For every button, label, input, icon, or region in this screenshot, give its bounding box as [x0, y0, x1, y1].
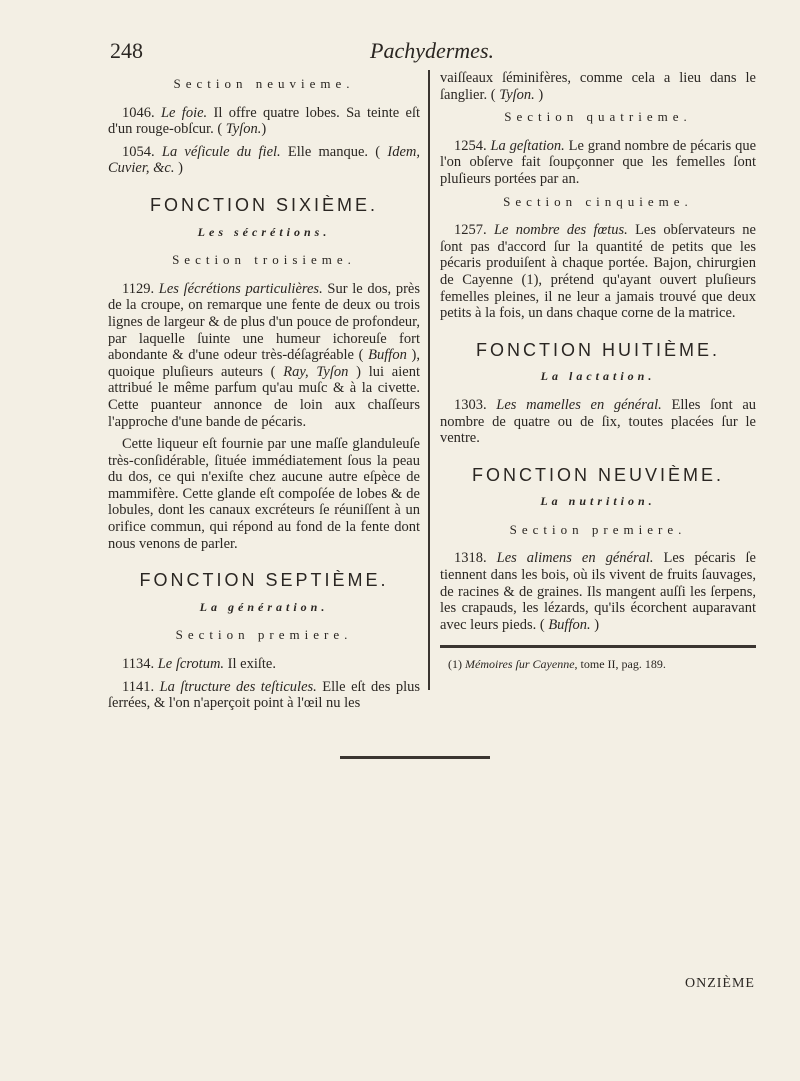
paragraph-1254: 1254. La geſtation. Le grand nombre de pécaris que l'on obſerve fait ſoupçonner que les femelles ſont pluſieurs portées par an. [440, 137, 757, 187]
catchword: ONZIÈME [685, 976, 755, 991]
function-subheading: Les sécrétions. [197, 224, 331, 239]
paragraph-1318: 1318. Les alimens en général. Les pécaris ſe tiennent dans les bois, où ils vivent de fruits ſauvages, de racines & de graines. Ils mangent auſſi les ſerpens, les crapauds, les lézards, qu'ils écorchent auparavant avec leurs pieds. ( Buffon. ) [440, 550, 756, 633]
function-heading: FONCTION SIXIÈME. [149, 194, 378, 215]
paragraph-1303: 1303. Les mamelles en général. Elles ſont au nombre de quatre ou de ſix, toutes placées ſur le ventre. [440, 396, 757, 447]
footnote-rule [440, 645, 756, 648]
page-number: 248 [110, 38, 143, 63]
section-heading: Section troisieme. [172, 252, 356, 268]
page-header [110, 38, 740, 68]
function-heading: FONCTION NEUVIÈME. [471, 464, 724, 485]
paragraph-1046: 1046. Le foie. Il offre quatre lobes. Sa teinte eſt d'un rouge-obſcur. ( Tyſon.) [108, 104, 420, 138]
paragraph-1257: 1257. Le nombre des fœtus. Les obſervateurs ne ſont pas d'accord ſur la quantité de petits que les pécaris produiſent à chaque portée. Bajon, chirurgien de Cayenne (1), prétend qu'ayant ouvert pluſieurs femelles pleines, il ne leur a jamais trouvé que deux petits à la fois, un dans chaque corne de la matrice. [440, 222, 756, 322]
function-subheading: La génération. [199, 599, 329, 614]
footnote: (1) Mémoires ſur Cayenne, tome II, pag. 189. [448, 657, 666, 672]
section-heading: Section cinquieme. [503, 193, 693, 209]
paragraph-1129: 1129. Les ſécrétions particulières. Sur le dos, près de la croupe, on remarque une fente de deux ou trois lignes de largeur & de plus d'un pouce de profondeur, par laquelle ſuinte une humeur ichoreuſe fort abondante & d'une odeur très-déſagréable ( Buffon ), quoique pluſieurs auteurs ( Ray, Tyſon ) lui aient attribué le même parfum qu'au muſc & à la civette. Cette puanteur annonce de loin aux chaſſeurs l'approche d'une bande de pécaris. [108, 280, 421, 430]
paragraph-1054: 1054. La véſicule du fiel. Elle manque. ( Idem, Cuvier, &c. ) [108, 143, 420, 177]
paragraph-1134: 1134. Le ſcrotum. Il exiſte. [122, 656, 276, 673]
section-heading: Section premiere. [175, 627, 353, 643]
left-column [108, 70, 420, 718]
paragraph-continued: vaiſſeaux ſéminifères, comme cela a lieu dans le ſanglier. ( Tyſon. ) [440, 70, 756, 103]
ornament-rule [340, 756, 490, 759]
function-heading: FONCTION SEPTIÈME. [139, 570, 389, 591]
section-heading: Section premiere. [509, 521, 687, 537]
function-subheading: La nutrition. [540, 494, 656, 509]
section-heading: Section neuvieme. [173, 76, 355, 91]
column-divider [428, 70, 430, 690]
function-heading: FONCTION HUITIÈME. [476, 339, 720, 360]
section-heading: Section quatrieme. [504, 109, 692, 125]
right-column [440, 70, 756, 679]
paragraph-1141: 1141. La ſtructure des teſticules. Elle eſt des plus ſerrées, & l'on n'aperçoit point à l'œil nu les [108, 678, 420, 712]
paragraph-liqueur: Cette liqueur eſt fournie par une maſſe glanduleuſe très-conſidérable, ſituée immédiatement ſous la peau du dos, ce qui n'exiſte chez aucune autre eſpèce de mammifère. Cette glande eſt compoſée de lobes & de lobules, dont les canaux excréteurs ſe réuniſſent à un orifice commun, qui répond au fond de la fente dont nous venons de parler. [108, 436, 420, 552]
running-title: Pachydermes. [370, 38, 495, 63]
function-subheading: La lactation. [540, 369, 656, 384]
